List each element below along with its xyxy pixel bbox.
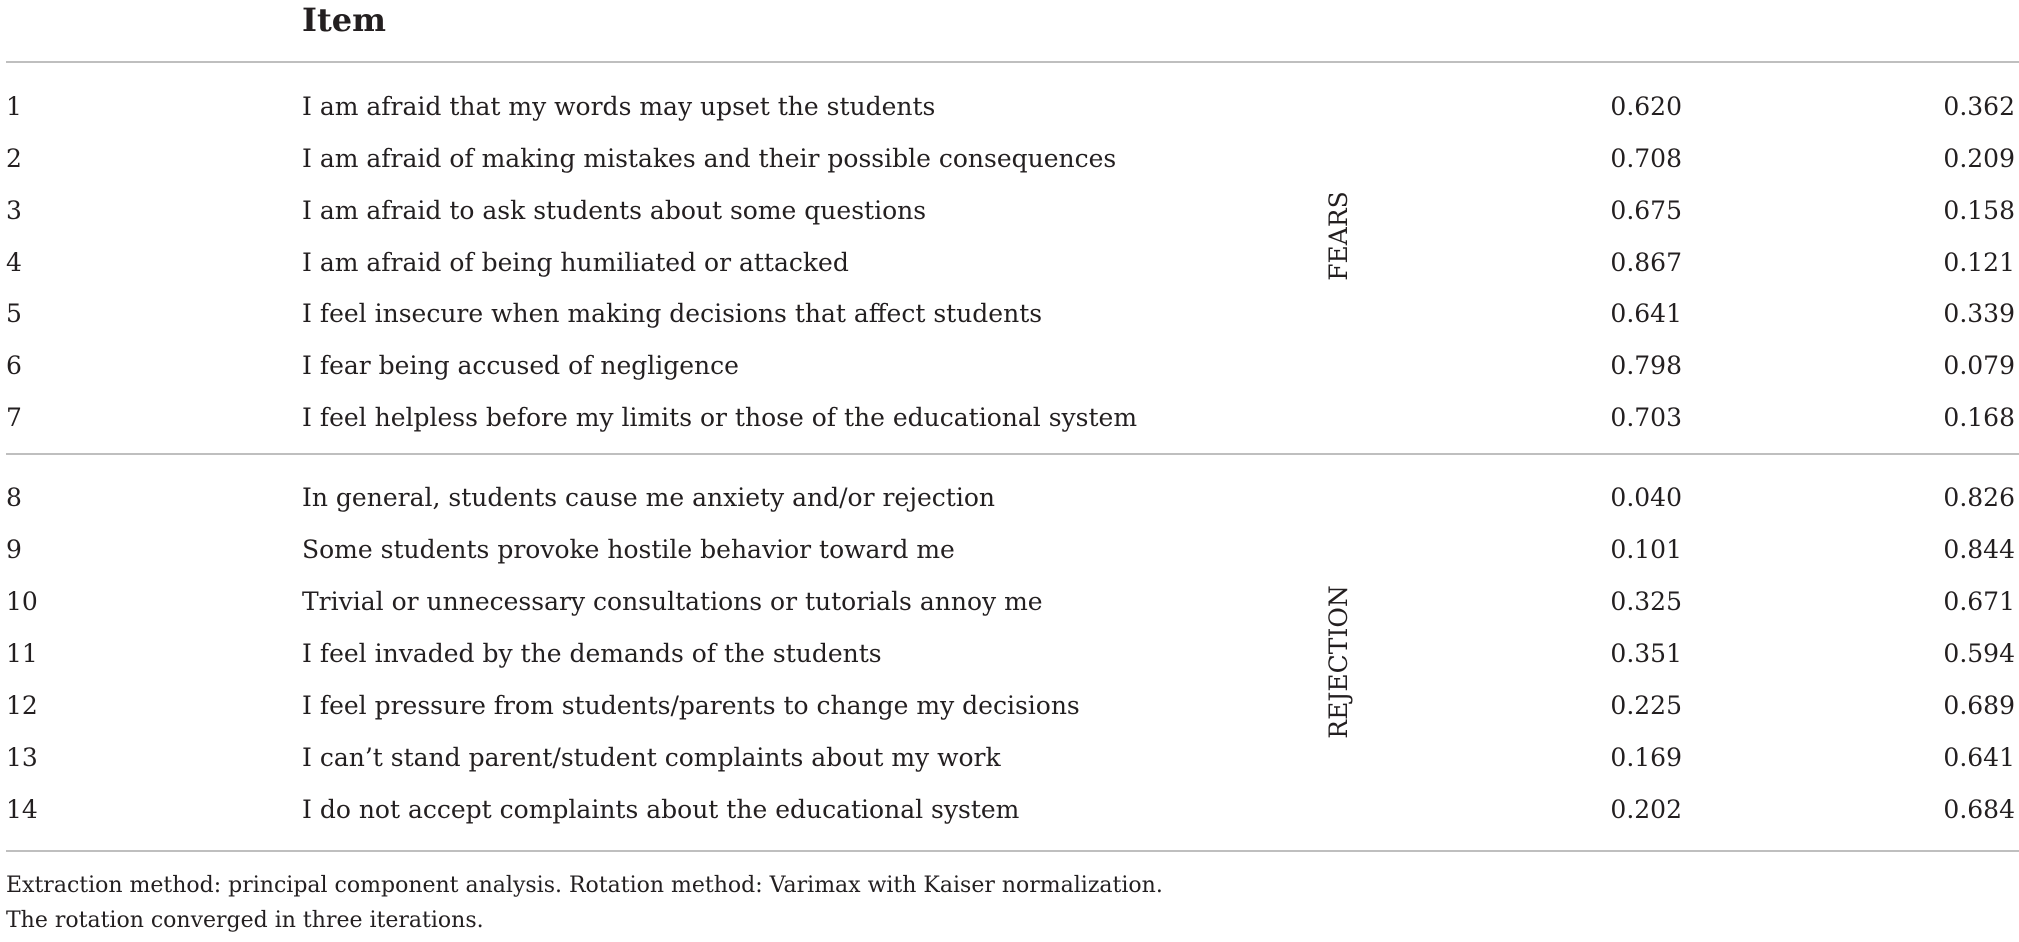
factor1-loading: 0.169 (1610, 743, 1682, 772)
factor1-loading: 0.708 (1610, 144, 1682, 173)
item-number: 13 (6, 743, 38, 772)
factor1-loading: 0.040 (1610, 483, 1682, 512)
table-row (0, 738, 2019, 778)
item-text: I can’t stand parent/student complaints about my work (302, 743, 1001, 772)
factor1-loading: 0.675 (1610, 196, 1682, 225)
bottom-rule (6, 850, 2019, 852)
factor1-loading: 0.641 (1610, 299, 1682, 328)
item-column-header: Item (302, 1, 386, 39)
table-row (0, 790, 2019, 830)
table-row (0, 398, 2019, 438)
item-number: 10 (6, 587, 38, 616)
factor1-loading: 0.101 (1610, 535, 1682, 564)
header-rule (6, 61, 2019, 63)
factor2-loading: 0.671 (1943, 587, 2015, 616)
factor2-loading: 0.362 (1943, 92, 2015, 121)
table-row (0, 294, 2019, 334)
table-row (0, 634, 2019, 674)
factor1-loading: 0.620 (1610, 92, 1682, 121)
table-row (0, 87, 2019, 127)
factor1-loading: 0.867 (1610, 248, 1682, 277)
factor2-loading: 0.079 (1943, 351, 2015, 380)
item-text: Trivial or unnecessary consultations or tutorials annoy me (302, 587, 1043, 616)
item-text: I feel invaded by the demands of the students (302, 639, 882, 668)
table-row (0, 530, 2019, 570)
item-text: I am afraid that my words may upset the students (302, 92, 936, 121)
factor2-loading: 0.844 (1943, 535, 2015, 564)
rejection-label: REJECTION (1324, 585, 1353, 739)
group-divider (6, 453, 2019, 455)
item-number: 12 (6, 691, 38, 720)
footnote-rotation: The rotation converged in three iterations. (6, 908, 484, 933)
item-number: 4 (6, 248, 22, 277)
item-number: 2 (6, 144, 22, 173)
item-number: 5 (6, 299, 22, 328)
item-text: I feel pressure from students/parents to change my decisions (302, 691, 1080, 720)
item-text: I feel insecure when making decisions that affect students (302, 299, 1043, 328)
footnote-extraction: Extraction method: principal component analysis. Rotation method: Varimax with Kaiser normalization. (6, 873, 1163, 898)
factor1-loading: 0.225 (1610, 691, 1682, 720)
item-text: I am afraid of making mistakes and their possible consequences (302, 144, 1117, 173)
item-number: 11 (6, 639, 38, 668)
factor2-loading: 0.689 (1943, 691, 2015, 720)
factor1-loading: 0.798 (1610, 351, 1682, 380)
factor2-loading: 0.641 (1943, 743, 2015, 772)
item-number: 7 (6, 403, 22, 432)
factor2-loading: 0.121 (1943, 248, 2015, 277)
table-row (0, 686, 2019, 726)
item-number: 9 (6, 535, 22, 564)
factor2-loading: 0.339 (1943, 299, 2015, 328)
table-row (0, 243, 2019, 283)
table-row (0, 191, 2019, 231)
fears-label: FEARS (1324, 191, 1353, 281)
table-row (0, 346, 2019, 386)
item-text: I am afraid of being humiliated or attacked (302, 248, 849, 277)
item-text: I feel helpless before my limits or those of the educational system (302, 403, 1138, 432)
item-number: 14 (6, 795, 38, 824)
factor1-loading: 0.325 (1610, 587, 1682, 616)
item-text: I do not accept complaints about the educational system (302, 795, 1020, 824)
table-row (0, 139, 2019, 179)
factor1-loading: 0.202 (1610, 795, 1682, 824)
item-text: I fear being accused of negligence (302, 351, 739, 380)
item-number: 3 (6, 196, 22, 225)
table-row (0, 582, 2019, 622)
factor2-loading: 0.158 (1943, 196, 2015, 225)
factor2-loading: 0.594 (1943, 639, 2015, 668)
item-text: Some students provoke hostile behavior toward me (302, 535, 955, 564)
item-text: I am afraid to ask students about some questions (302, 196, 927, 225)
factor2-loading: 0.684 (1943, 795, 2015, 824)
factor1-loading: 0.351 (1610, 639, 1682, 668)
factor2-loading: 0.826 (1943, 483, 2015, 512)
factor2-loading: 0.209 (1943, 144, 2015, 173)
item-text: In general, students cause me anxiety and/or rejection (302, 483, 995, 512)
item-number: 1 (6, 92, 22, 121)
item-number: 8 (6, 483, 22, 512)
table-row (0, 478, 2019, 518)
factor2-loading: 0.168 (1943, 403, 2015, 432)
factor1-loading: 0.703 (1610, 403, 1682, 432)
item-number: 6 (6, 351, 22, 380)
